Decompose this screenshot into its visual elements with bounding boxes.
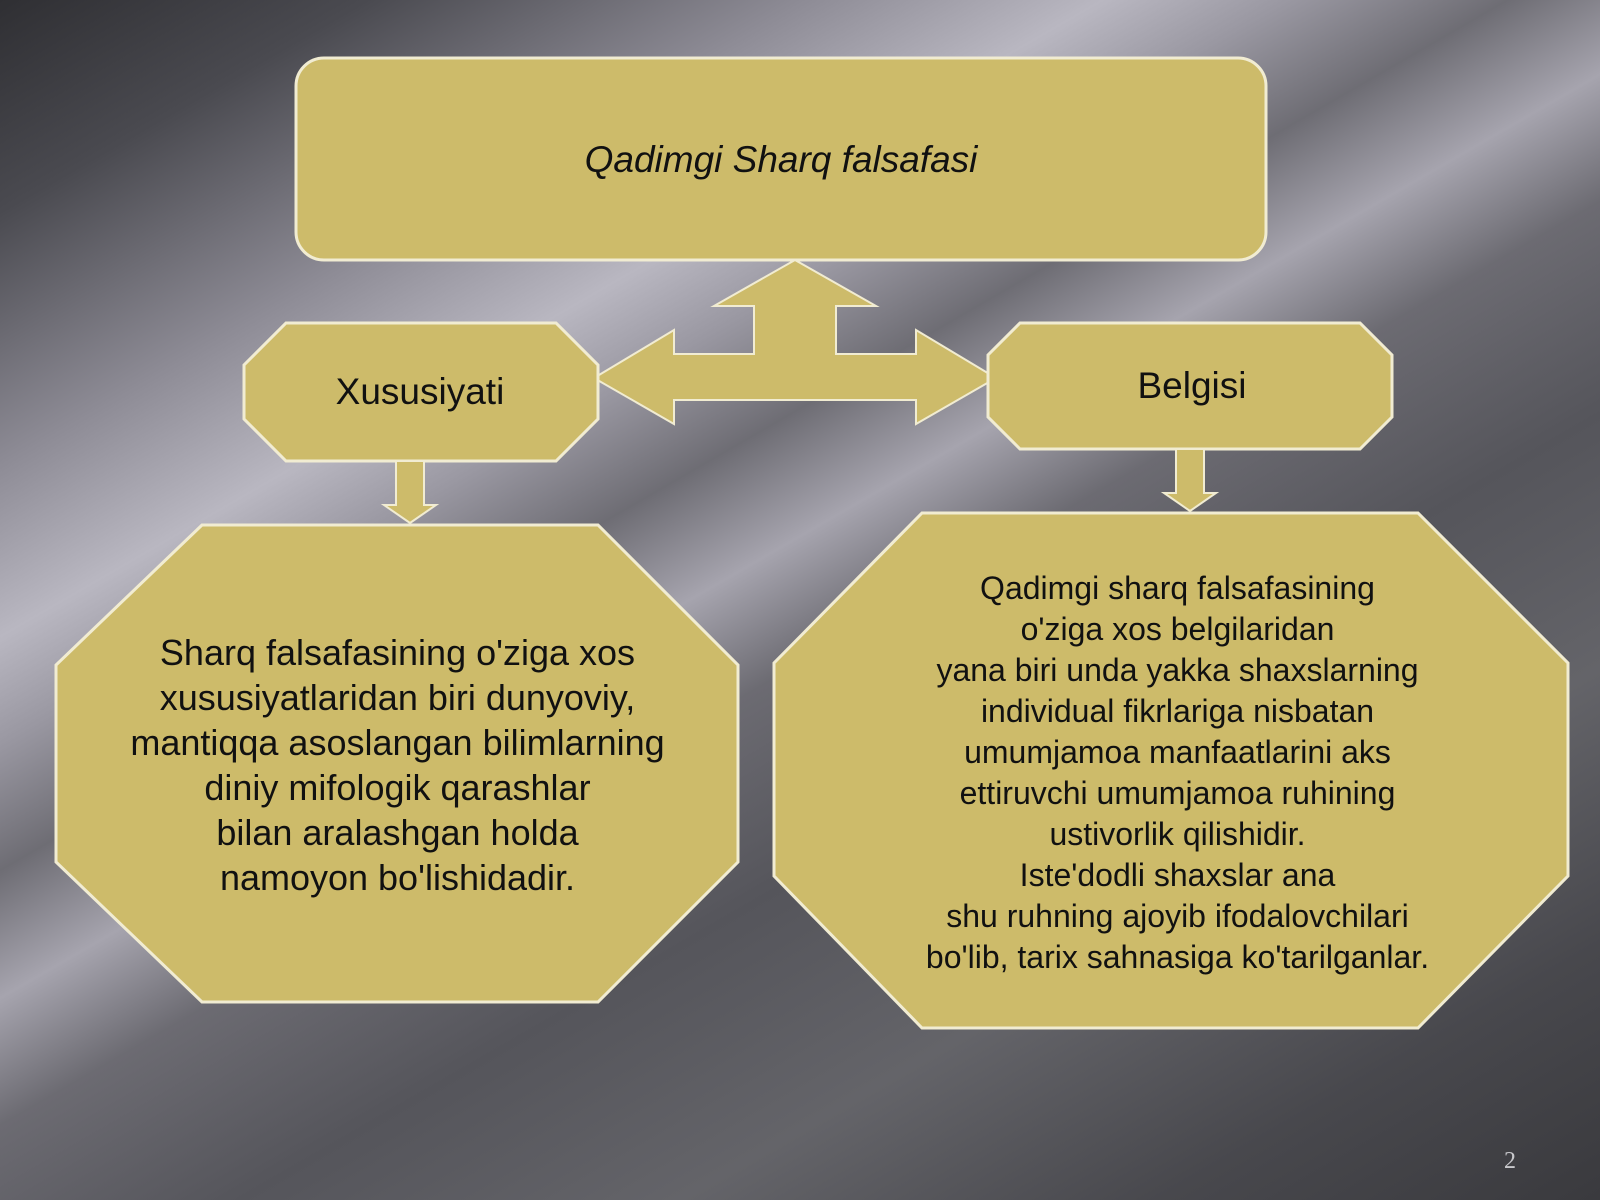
diagram-title: Qadimgi Sharq falsafasi — [584, 139, 978, 180]
right-down-arrow — [1164, 449, 1216, 511]
right-heading-label: Belgisi — [1137, 365, 1247, 406]
right-body-text: Qadimgi sharq falsafasining o'ziga xos belgilaridan yana biri unda yakka shaxslarning individual fikrlariga nisbatan umumjamoa manfaatlarini aks ettiruvchi umumjamoa ruhining ustivorlik qilishidir. Iste'dodli shaxslar ana shu ruhning ajoyib ifodalovchilari bo'lib, tarix sahnasiga ko'tarilganlar. — [925, 569, 1430, 975]
page-number: 2 — [1504, 1148, 1516, 1174]
left-body-text: Sharq falsafasining o'ziga xos xususiyatlaridan biri dunyoviy, mantiqqa asoslangan bilimlarning diniy mifologik qarashlar bilan aralashgan holda namoyon bo'lishidadir. — [130, 632, 665, 898]
left-down-arrow — [384, 461, 436, 523]
three-way-arrow — [594, 260, 996, 424]
left-heading-label: Xususiyati — [335, 371, 505, 412]
